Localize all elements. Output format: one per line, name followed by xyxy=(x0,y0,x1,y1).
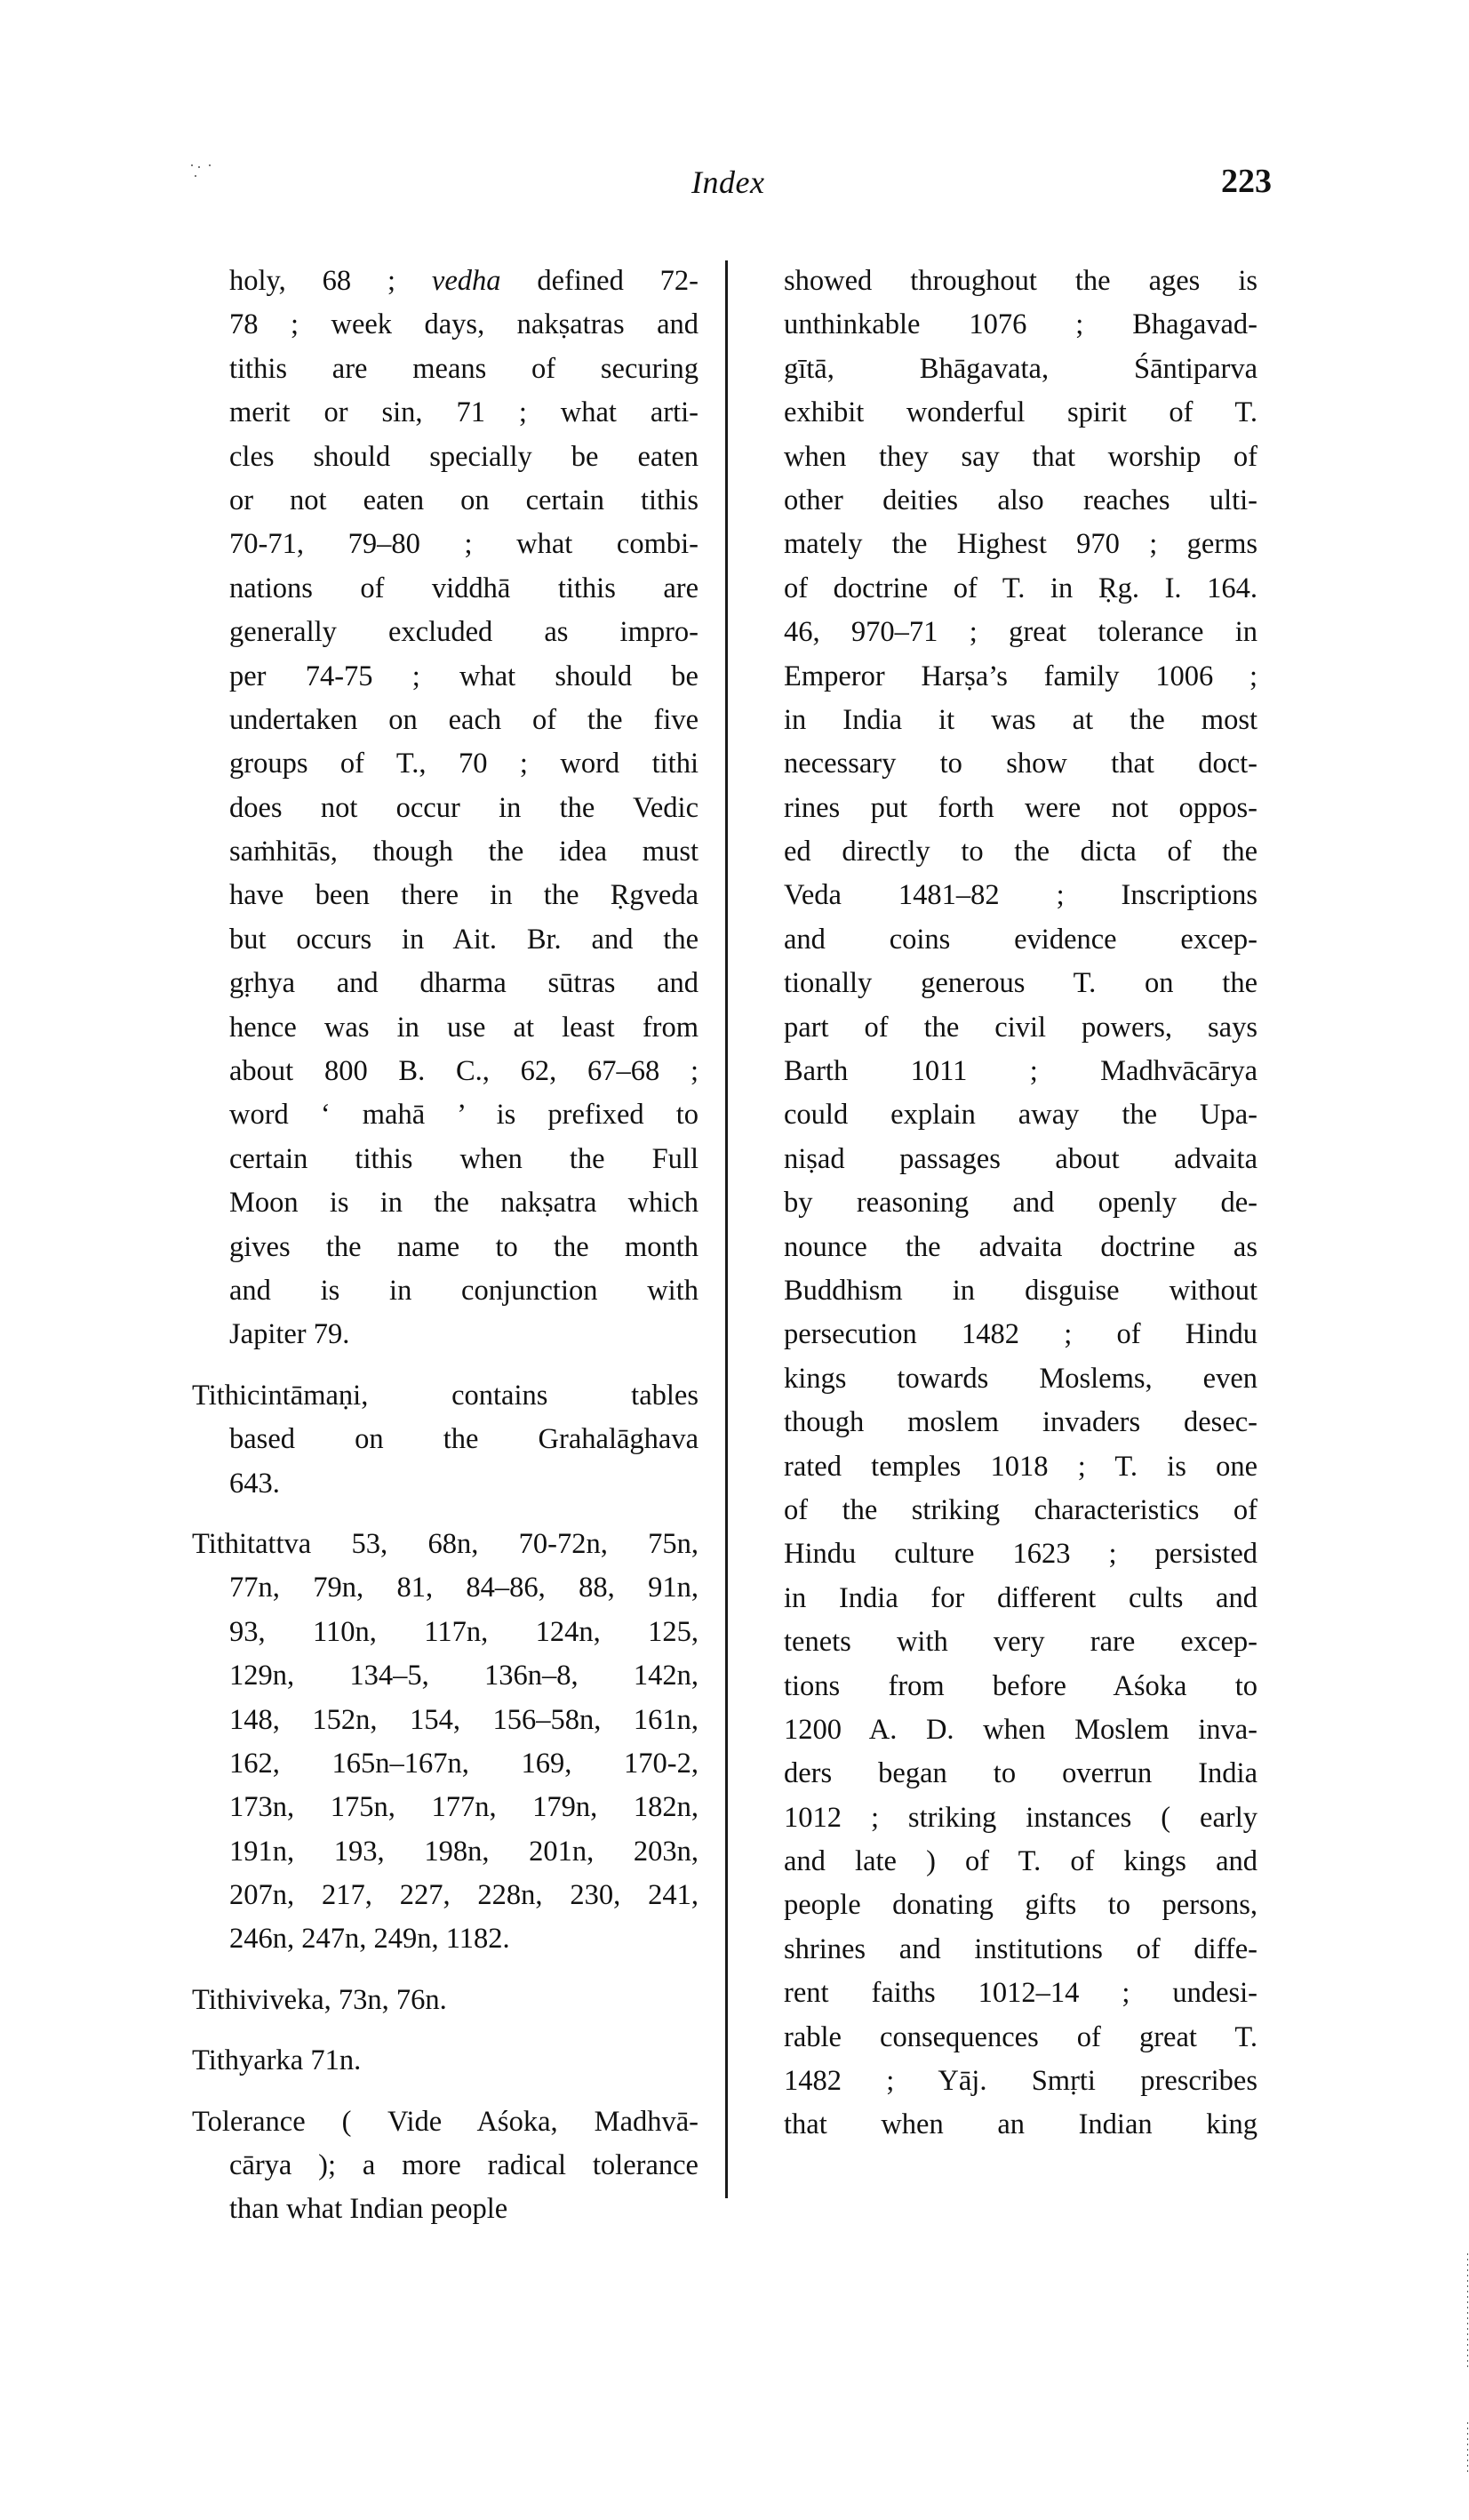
text-line: 207n, 217, 227, 228n, 230, 241, xyxy=(229,1879,699,1912)
text-line: Veda 1481–82 ; Inscriptions xyxy=(784,879,1257,912)
text-line: or not eaten on certain tithis xyxy=(229,484,699,516)
text-line: tions from before Aśoka to xyxy=(784,1669,1257,1702)
text-line: 162, 165n–167n, 169, 170-2, xyxy=(229,1747,699,1780)
text-line: Hindu culture 1623 ; persisted xyxy=(784,1538,1257,1571)
right-column xyxy=(784,260,1257,2164)
text-line: tionally generous T. on the xyxy=(784,967,1257,1000)
text-line: Tithicintāmaṇi, contains tables xyxy=(192,1379,699,1412)
text-line: gītā, Bhāgavata, Śāntiparva xyxy=(784,352,1257,385)
text-line: groups of T., 70 ; word tithi xyxy=(229,748,699,780)
text-line: 173n, 175n, 177n, 179n, 182n, xyxy=(229,1791,699,1824)
text-line: but occurs in Ait. Br. and the xyxy=(229,923,699,956)
index-entry xyxy=(192,2039,699,2083)
scan-edge-noise xyxy=(1467,2422,1468,2476)
text-line: Tithiviveka, 73n, 76n. xyxy=(192,1983,447,2016)
text-line: rent faiths 1012–14 ; undesi- xyxy=(784,1977,1257,2010)
text-line: than what Indian people xyxy=(229,2193,508,2226)
text-line: 77n, 79n, 81, 84–86, 88, 91n, xyxy=(229,1572,699,1604)
left-column xyxy=(192,260,699,2249)
text-line: necessary to show that doct- xyxy=(784,748,1257,780)
text-line: and late ) of T. of kings and xyxy=(784,1845,1257,1878)
text-line: 148, 152n, 154, 156–58n, 161n, xyxy=(229,1703,699,1736)
text-line: certain tithis when the Full xyxy=(229,1142,699,1175)
text-line: of doctrine of T. in Ṛg. I. 164. xyxy=(784,572,1257,604)
text-line: Japiter 79. xyxy=(229,1318,350,1351)
text-line: 129n, 134–5, 136n–8, 142n, xyxy=(229,1660,699,1692)
index-entry xyxy=(192,1374,699,1506)
text-line: people donating gifts to persons, xyxy=(784,1889,1257,1922)
text-line: based on the Grahalāghava xyxy=(229,1423,699,1456)
text-line: does not occur in the Vedic xyxy=(229,791,699,824)
text-line: 70-71, 79–80 ; what combi- xyxy=(229,528,699,561)
text-line: of the striking characteristics of xyxy=(784,1493,1257,1526)
text-line: Tithyarka 71n. xyxy=(192,2044,362,2077)
text-line: Emperor Harṣa’s family 1006 ; xyxy=(784,660,1257,692)
text-line: gives the name to the month xyxy=(229,1230,699,1263)
text-line: shrines and institutions of diffe- xyxy=(784,1932,1257,1965)
text-line: 1200 A. D. when Moslem inva- xyxy=(784,1713,1257,1746)
text-line: nounce the advaita doctrine as xyxy=(784,1230,1257,1263)
text-line: and coins evidence excep- xyxy=(784,923,1257,956)
text-line: exhibit wonderful spirit of T. xyxy=(784,396,1257,429)
text-line: 46, 970–71 ; great tolerance in xyxy=(784,616,1257,649)
index-entry-continued-right xyxy=(784,260,1257,2148)
text-line: ed directly to the dicta of the xyxy=(784,836,1257,868)
text-line: Moon is in the nakṣatra which xyxy=(229,1187,699,1220)
index-entry xyxy=(192,1979,699,2022)
text-line: ders began to overrun India xyxy=(784,1757,1257,1790)
text-line: generally excluded as impro- xyxy=(229,616,699,649)
text-line: in India it was at the most xyxy=(784,703,1257,736)
running-title: Index xyxy=(691,164,765,200)
text-line: when they say that worship of xyxy=(784,440,1257,473)
text-line: Barth 1011 ; Madhvācārya xyxy=(784,1055,1257,1088)
scan-edge-noise xyxy=(1467,2253,1468,2369)
text-line: could explain away the Upa- xyxy=(784,1099,1257,1132)
text-line: by reasoning and openly de- xyxy=(784,1187,1257,1220)
text-line: gṛhya and dharma sūtras and xyxy=(229,967,699,1000)
index-entries xyxy=(192,1374,699,2232)
text-line: that when an Indian king xyxy=(784,2108,1257,2141)
text-line: per 74-75 ; what should be xyxy=(229,660,699,692)
text-line: 1482 ; Yāj. Smṛti prescribes xyxy=(784,2065,1257,2098)
text-line: tithis are means of securing xyxy=(229,352,699,385)
text-line: in India for different cults and xyxy=(784,1581,1257,1614)
text-line: persecution 1482 ; of Hindu xyxy=(784,1318,1257,1351)
text-line: hence was in use at least from xyxy=(229,1011,699,1044)
text-line: rines put forth were not oppos- xyxy=(784,791,1257,824)
text-line: Tithitattva 53, 68n, 70-72n, 75n, xyxy=(192,1527,699,1560)
text-line: unthinkable 1076 ; Bhagavad- xyxy=(784,308,1257,341)
text-line: rable consequences of great T. xyxy=(784,2020,1257,2053)
text-line: nations of viddhā tithis are xyxy=(229,572,699,604)
text-line: holy, 68 ; vedha defined 72- xyxy=(229,265,699,297)
text-line: and is in conjunction with xyxy=(229,1274,699,1307)
text-line: undertaken on each of the five xyxy=(229,703,699,736)
text-line: cles should specially be eaten xyxy=(229,440,699,473)
text-line: rated temples 1018 ; T. is one xyxy=(784,1450,1257,1483)
index-entry xyxy=(192,1523,699,1962)
text-line: 191n, 193, 198n, 201n, 203n, xyxy=(229,1835,699,1868)
text-line: though moslem invaders desec- xyxy=(784,1406,1257,1439)
index-entry xyxy=(192,2100,699,2232)
text-line: 78 ; week days, nakṣatras and xyxy=(229,308,699,341)
text-line: 93, 110n, 117n, 124n, 125, xyxy=(229,1615,699,1648)
text-line: Tolerance ( Vide Aśoka, Madhvā- xyxy=(192,2105,699,2138)
text-line: showed throughout the ages is xyxy=(784,265,1257,297)
text-line: other deities also reaches ulti- xyxy=(784,484,1257,516)
text-line: 643. xyxy=(229,1467,280,1500)
text-line: have been there in the Ṛgveda xyxy=(229,879,699,912)
page-number: 223 xyxy=(1221,163,1272,200)
text-line: part of the civil powers, says xyxy=(784,1011,1257,1044)
text-line: 1012 ; striking instances ( early xyxy=(784,1801,1257,1834)
text-line: cārya ); a more radical tolerance xyxy=(229,2149,699,2182)
text-line: Buddhism in disguise without xyxy=(784,1274,1257,1307)
text-line: about 800 B. C., 62, 67–68 ; xyxy=(229,1055,699,1088)
text-line: 246n, 247n, 249n, 1182. xyxy=(229,1923,510,1956)
column-divider xyxy=(725,260,728,2198)
text-line: tenets with very rare excep- xyxy=(784,1626,1257,1659)
page-header xyxy=(0,151,1469,204)
italic-term: vedha xyxy=(431,265,501,297)
index-entry-continued xyxy=(192,260,699,1357)
text-line: merit or sin, 71 ; what arti- xyxy=(229,396,699,429)
text-line: mately the Highest 970 ; germs xyxy=(784,528,1257,561)
text-line: word ‘ mahā ’ is prefixed to xyxy=(229,1099,699,1132)
text-line: niṣad passages about advaita xyxy=(784,1142,1257,1175)
text-line: saṁhitās, though the idea must xyxy=(229,836,699,868)
text-line: kings towards Moslems, even xyxy=(784,1362,1257,1395)
